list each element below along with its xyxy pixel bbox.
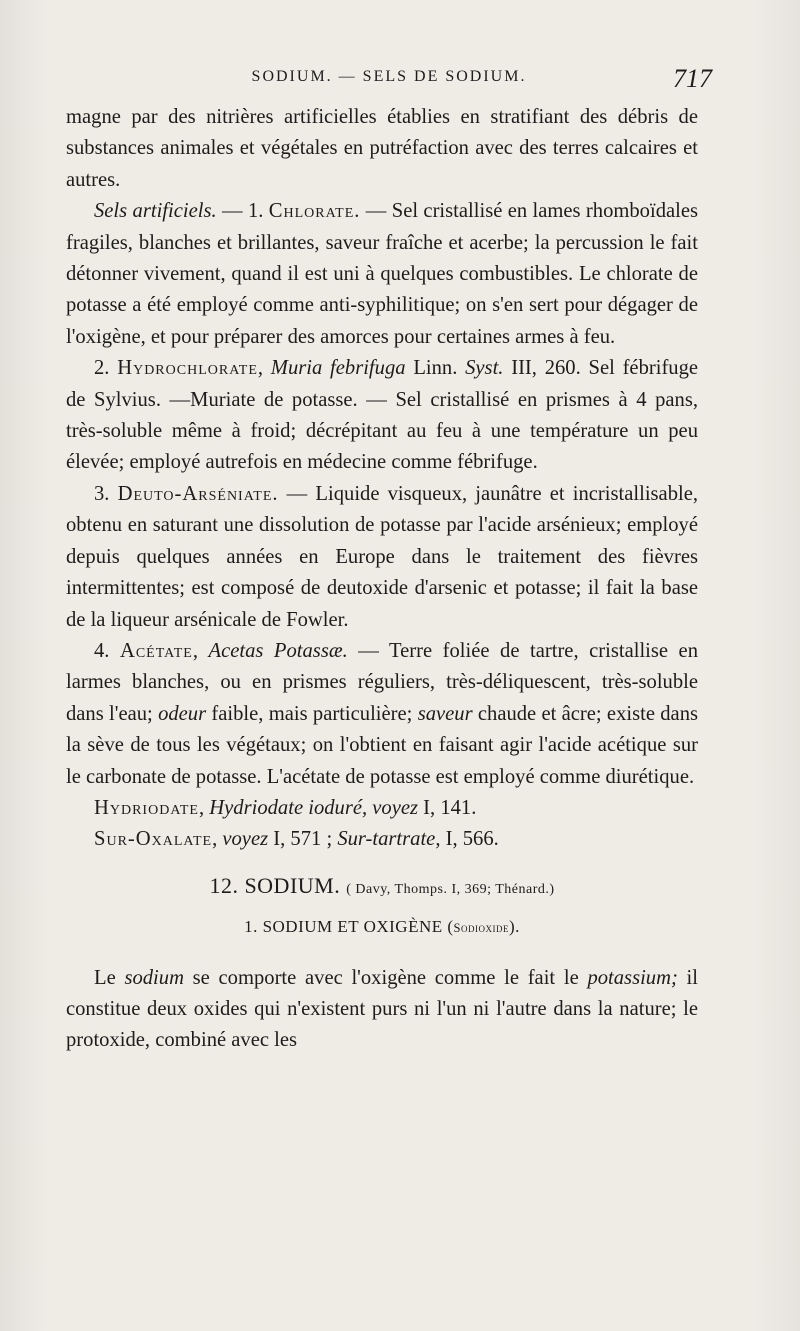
paragraph-text: Linn. xyxy=(405,357,466,380)
entry-name: Sur-Oxalate xyxy=(94,828,213,851)
paragraph-continuation xyxy=(66,102,698,196)
entry-name: Deuto-Arséniate. xyxy=(117,482,279,505)
term-italic: odeur xyxy=(158,702,207,725)
paragraph-sodium xyxy=(66,963,698,1057)
latin-name: Muria febrifuga xyxy=(270,357,406,380)
paragraph-text: I, 571 ; xyxy=(268,828,338,851)
paragraph-text: se comporte avec l'oxigène comme le fait le xyxy=(183,966,588,989)
subsection-close: ). xyxy=(509,917,520,937)
paragraph-acetate xyxy=(66,636,698,793)
separator: , xyxy=(198,796,210,819)
term-italic: potassium; xyxy=(587,966,678,989)
paragraph-text: magne par des nitrières artificielles établies en stratifiant des débris de substances animales et végétales en putréfaction avec des terres calcaires et autres. xyxy=(66,106,698,191)
cross-reference: Sur-tartrate xyxy=(337,828,436,851)
term-italic: saveur xyxy=(417,702,473,725)
separator: , xyxy=(192,639,209,662)
paragraph-sur-oxalate xyxy=(66,824,698,855)
paragraph-text: III, 260. Sel fébrifuge de Sylvius. —Muriate de potasse. — Sel cristallisé en prismes à 4 pans, très-soluble même à froid; décrépitant au feu à une température un peu élevée; employé autrefois en médecine comme fébrifuge. xyxy=(66,357,699,474)
paragraph-text: , I, 566. xyxy=(435,828,499,851)
subsection-name: Sodioxide xyxy=(453,921,509,936)
entry-number: 2. xyxy=(94,357,118,380)
paragraph-text: il constitue deux oxides qui n'existent purs ni l'un ni l'autre dans la nature; le protoxide, combiné avec les xyxy=(66,966,698,1052)
cross-reference: voyez xyxy=(222,828,269,851)
section-lead: Sels artificiels. xyxy=(94,200,217,223)
reference-italic: Syst. xyxy=(465,357,504,380)
subsection-heading xyxy=(66,911,698,944)
page-header xyxy=(66,60,712,100)
section-heading xyxy=(66,870,698,905)
separator: — 1. xyxy=(216,200,269,223)
paragraph-hydrochlorate xyxy=(66,353,698,479)
section-references: ( Davy, Thomps. I, 369; Thénard.) xyxy=(346,881,555,897)
page-number: 717 xyxy=(673,64,712,93)
entry-number: 4. xyxy=(94,639,120,662)
paragraph-hydriodate xyxy=(66,793,698,824)
running-head: SODIUM. — SELS DE SODIUM. xyxy=(251,68,527,85)
separator: , xyxy=(212,828,223,851)
entry-name: Acétate xyxy=(119,639,193,662)
subsection-title: 1. SODIUM ET OXIGÈNE ( xyxy=(244,917,454,937)
latin-name: Acetas Potassæ. xyxy=(208,639,348,662)
paragraph-chlorate xyxy=(66,196,698,353)
entry-name: Hydriodate xyxy=(94,796,199,819)
entry-number: 3. xyxy=(94,482,118,505)
cross-reference: Hydriodate ioduré, voyez xyxy=(209,796,419,819)
page-body xyxy=(66,102,698,1057)
entry-name: Chlorate. xyxy=(268,200,361,223)
paragraph-text: I, 141. xyxy=(418,796,477,819)
paragraph-text: — Liquide visqueux, jaunâtre et incristallisable, obtenu en saturant une dissolution de potasse par l'acide arsénieux; employé depuis quelques années en Europe dans le traitement des fièvres intermittentes; est composé de deutoxide d'arsenic et potasse; il fait la base de la liqueur arsénicale de Fowler. xyxy=(66,482,698,631)
paragraph-text: chaude et âcre; existe dans la sève de tous les végétaux; on l'obtient en faisant agir l'acide acétique sur le carbonate de potasse. L'acétate de potasse est employé comme diurétique. xyxy=(66,702,699,788)
paragraph-text: — Sel cristallisé en lames rhomboïdales fragiles, blanches et brillantes, saveur fraîche et acerbe; la percussion le fait détonner vivement, quand il est uni à quelques combustibles. Le chlorate de potasse a été employé comme anti-syphilitique; on s'en sert pour dégager de l'oxigène, et pour préparer des amorces pour certaines armes à feu. xyxy=(66,200,699,348)
section-title: 12. SODIUM. xyxy=(209,872,341,898)
entry-name: Hydrochlorate xyxy=(117,357,258,380)
paragraph-deuto-arseniate xyxy=(66,479,698,636)
paragraph-text: — Terre foliée de tartre, cristallise en larmes blanches, ou en prismes réguliers, très-déliquescent, très-soluble dans l'eau; xyxy=(66,639,698,725)
term-italic: sodium xyxy=(124,966,184,989)
paragraph-text: Le xyxy=(94,966,125,989)
paragraph-text: faible, mais particulière; xyxy=(206,702,418,725)
separator: , xyxy=(257,357,271,380)
